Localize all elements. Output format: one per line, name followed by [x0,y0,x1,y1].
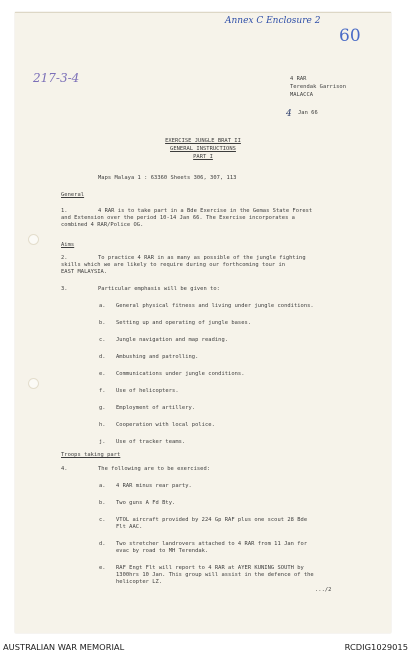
paragraph-number: 1. [61,208,68,214]
exercise-title: EXERCISE JUNGLE BRAT II [165,138,241,144]
list-item-letter: a. [99,483,106,489]
list-item-text: Communications under jungle conditions. [116,371,245,377]
section-heading-general: General [61,192,85,198]
continuation-marker: .../2 [315,587,332,593]
address-date: Jan 66 [298,110,318,116]
address-location: MALACCA [290,92,314,98]
section-heading-aims: Aims [61,242,75,248]
handwritten-date-day: 4 [286,109,292,119]
list-item-letter: e. [99,565,106,571]
list-item-letter: f. [99,388,106,394]
list-item-text: evac by road to MH Terendak. [116,548,209,554]
list-item-letter: b. [99,320,106,326]
list-item-text: 4 RAR minus rear party. [116,483,192,489]
paragraph-number: 3. [61,286,68,292]
list-item-text: Ambushing and patrolling. [116,354,199,360]
paragraph-number: 4. [61,466,68,472]
paragraph-line: 4 RAR is to take part in a Bde Exercise in the Gemas State Forest [98,208,313,214]
list-item-text: Employment of artillery. [116,405,196,411]
list-item-letter: d. [99,354,106,360]
list-item-letter: c. [99,517,106,523]
list-item-text: VTOL aircraft provided by 224 Gp RAF plus one scout 28 Bde [116,517,308,523]
list-item-text: Cooperation with local police. [116,422,215,428]
paragraph-line: combined 4 RAR/Police OG. [61,222,144,228]
punch-hole-lower [28,378,39,389]
paragraph-line: EAST MALAYSIA. [61,269,108,275]
list-item-text: Setting up and operating of jungle bases. [116,320,252,326]
list-item-text: RAF Engt Flt will report to 4 RAR at AYER KUNING SOUTH by [116,565,304,571]
list-item-text: helicopter LZ. [116,579,163,585]
list-item-letter: a. [99,303,106,309]
handwritten-annex-note: Annex C Enclosure 2 [225,16,321,26]
list-item-text: Use of tracker teams. [116,439,186,445]
list-item-text: Flt AAC. [116,524,143,530]
part-label: PART I [193,154,213,160]
list-item-text: Jungle navigation and map reading. [116,337,229,343]
paragraph-line: and Extension over the period 10-14 Jan 66. The Exercise incorporates a [61,215,295,221]
paragraph-intro: Particular emphasis will be given to: [98,286,220,292]
list-item-letter: e. [99,371,106,377]
handwritten-folio-number: 60 [339,26,361,46]
address-unit: 4 RAR [290,76,307,82]
maps-reference: Maps Malaya 1 : 63360 Sheets 306, 307, 113 [98,175,237,181]
list-item-letter: j. [99,439,106,445]
list-item-letter: d. [99,541,106,547]
list-item-letter: b. [99,500,106,506]
page-top-edge [15,12,391,13]
list-item-letter: g. [99,405,106,411]
list-item-text: Two guns A Fd Bty. [116,500,176,506]
footer-archive-name: AUSTRALIAN WAR MEMORIAL [3,642,125,652]
paragraph-intro: The following are to be exercised: [98,466,211,472]
instructions-subtitle: GENERAL INSTRUCTIONS [170,146,236,152]
list-item-text: Two stretcher landrovers attached to 4 RAR from 11 Jan for [116,541,308,547]
list-item-letter: c. [99,337,106,343]
paragraph-number: 2. [61,255,68,261]
paragraph-line: To practice 4 RAR in as many as possible of the jungle fighting [98,255,306,261]
address-garrison: Terendak Garrison [290,84,347,90]
archive-footer [0,640,412,654]
paragraph-line: skills which we are likely to require during our forthcoming tour in [61,262,286,268]
footer-record-id: RCDIG1029015 [344,642,408,652]
list-item-text: 1300hrs 10 Jan. This group will assist in the defence of the [116,572,314,578]
list-item-text: Use of helicopters. [116,388,179,394]
section-heading-troops: Troops taking part [61,452,121,458]
list-item-text: General physical fitness and living under jungle conditions. [116,303,314,309]
handwritten-reference: 217-3-4 [33,71,80,85]
document-page [15,12,391,633]
list-item-letter: h. [99,422,106,428]
punch-hole-upper [28,234,39,245]
